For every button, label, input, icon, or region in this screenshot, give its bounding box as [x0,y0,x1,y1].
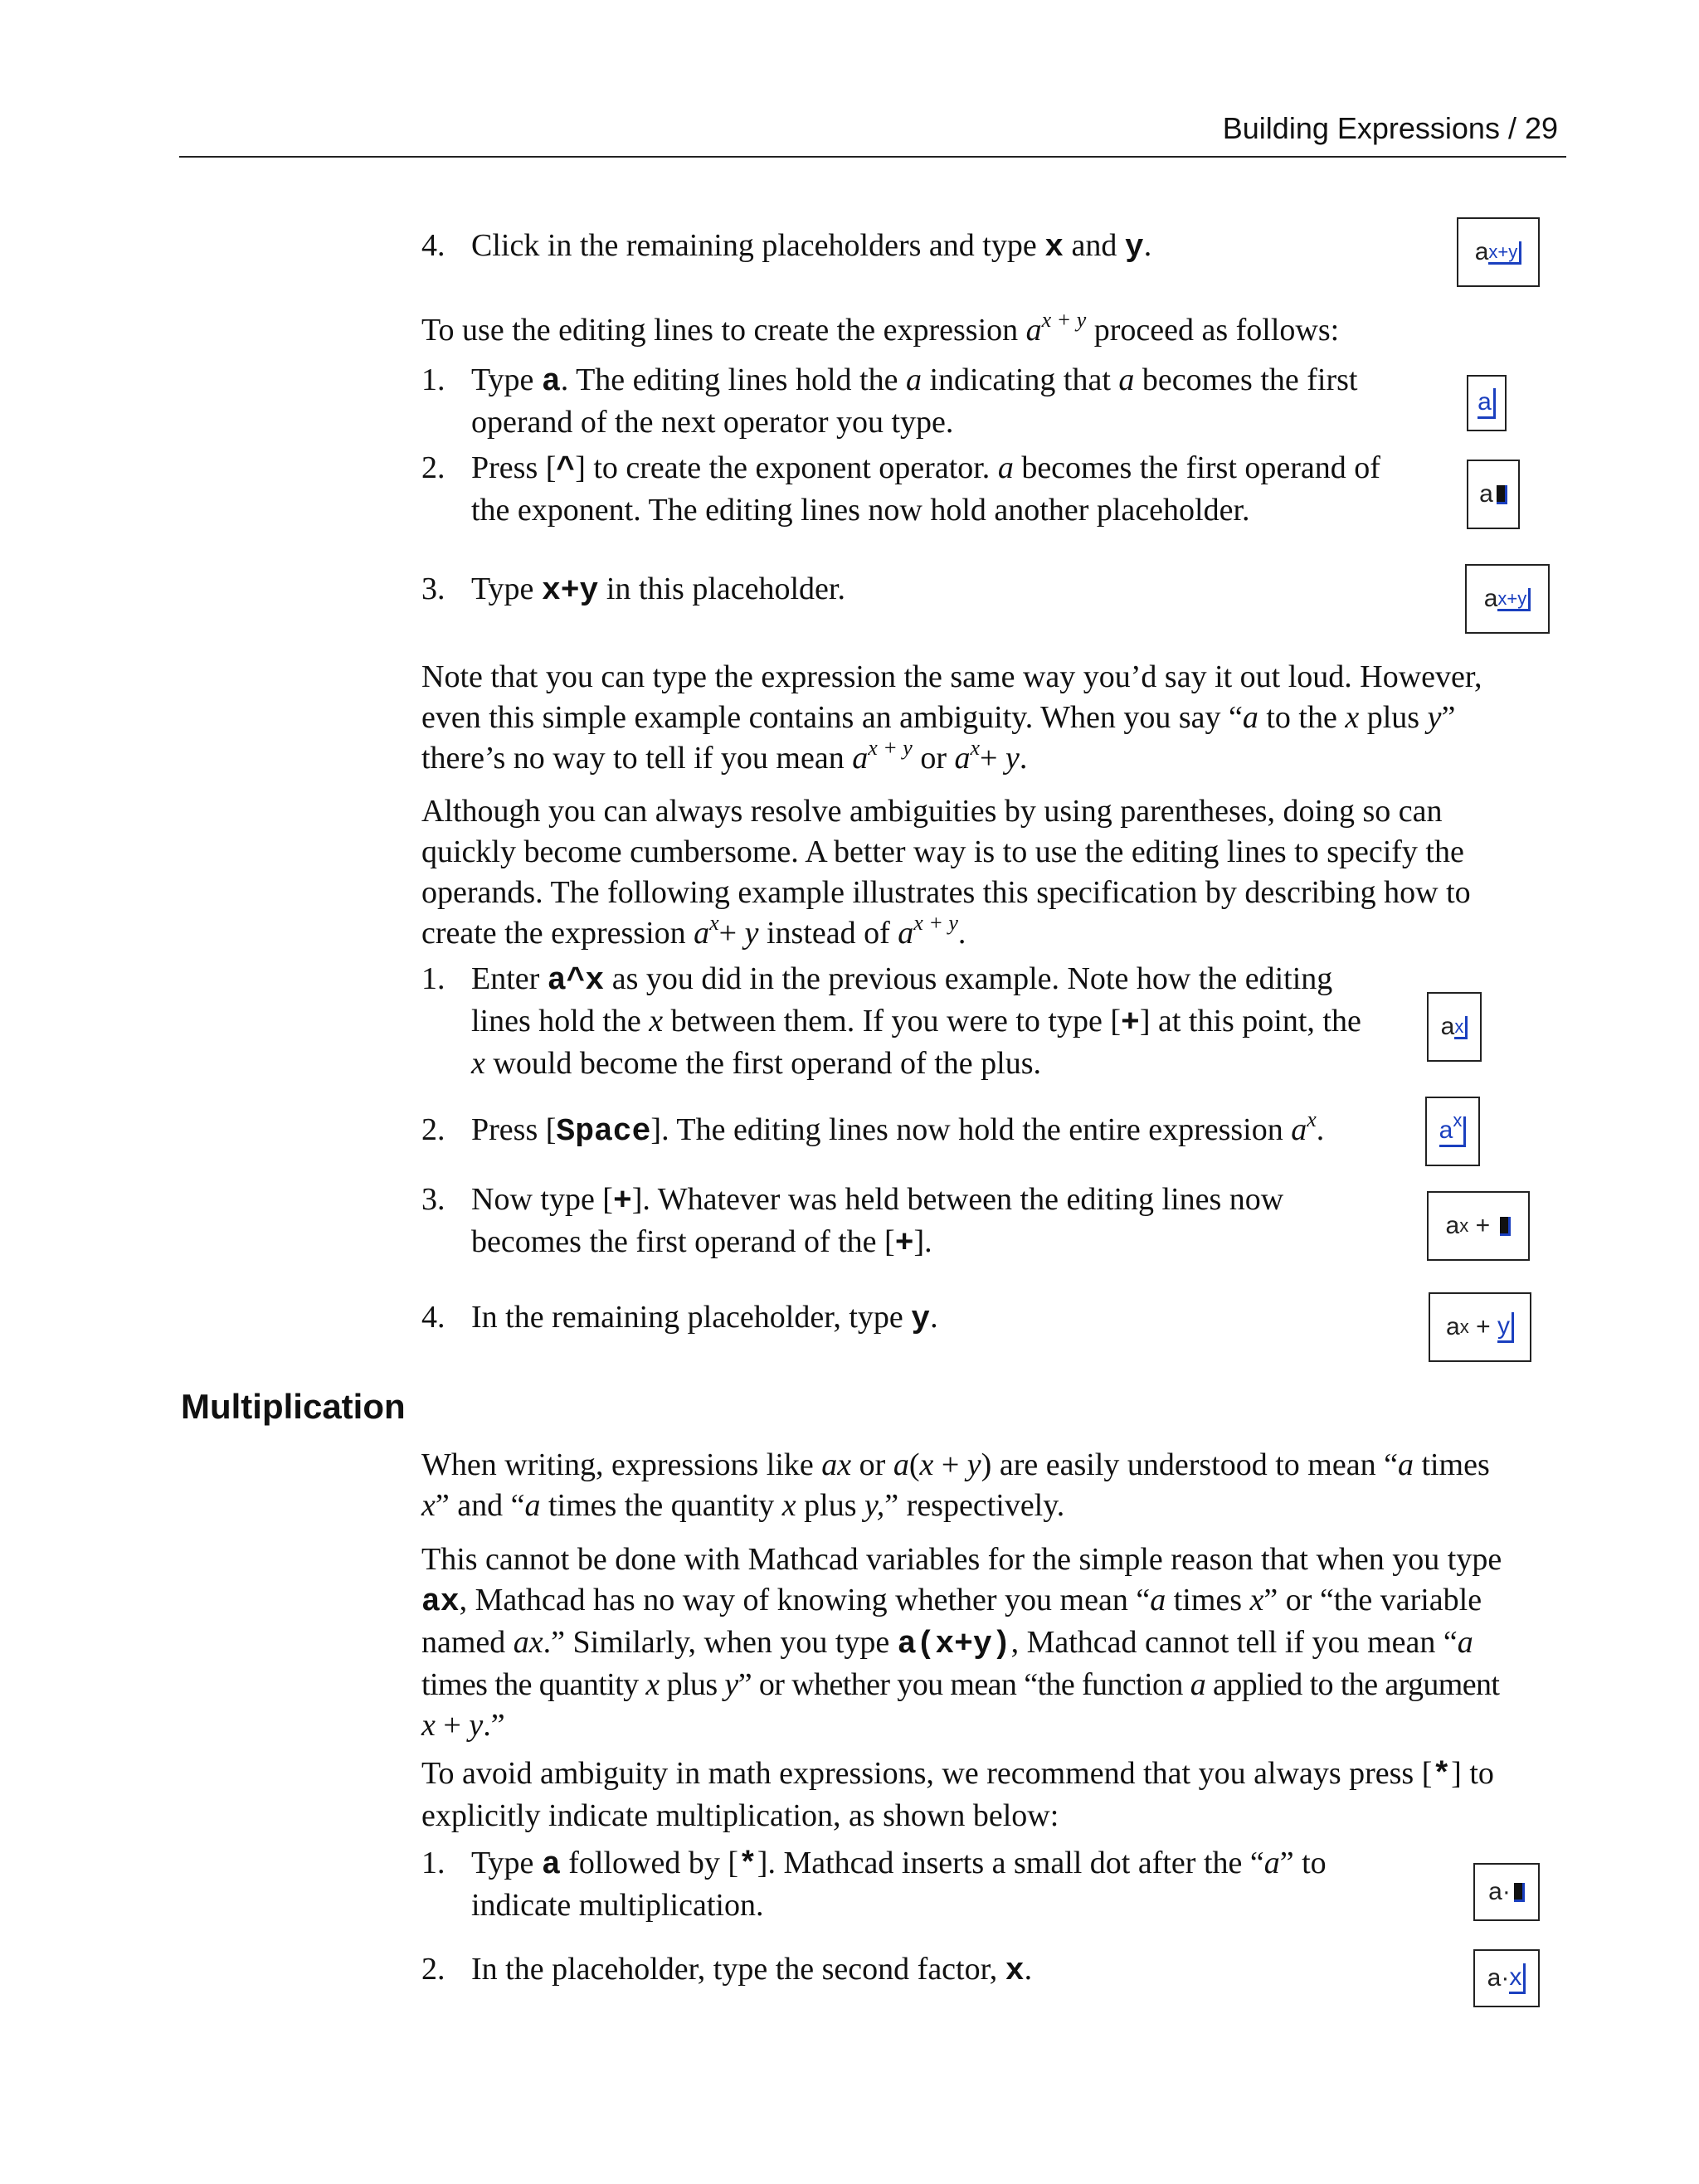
expression-thumbnail: a x+y [1457,217,1540,287]
section-heading: Multiplication [181,1387,406,1426]
expression-thumbnail: a x + [1427,1191,1530,1261]
expression-thumbnail: a x + y [1429,1292,1531,1362]
expression-thumbnail: a · x [1473,1949,1540,2007]
expression-thumbnail: a · [1473,1863,1540,1921]
paragraph: When writing, expressions like ax or a(x + y) are easily understood to mean “a times x” and “a times the quantity x plus y,” respectively. [421,1447,1490,1523]
paragraph: To avoid ambiguity in math expressions, we recommend that you always press [*] to explicitly indicate multiplication, as shown below: [421,1756,1494,1833]
paragraph: Although you can always resolve ambiguities by using parentheses, doing so can quickly become cumbersome. A better way is to use the editing lines to specify the operands. The following example illustrates this specification by describing how to create the expression $a^x+ y$ instead of $a^{x + y}$. [421,794,1471,951]
paragraph: Note that you can type the expression the same way you’d say it out loud. However, even this simple example contains an ambiguity. When you say “a to the x plus y” there’s no way to tell if you mean $a^{x + y}$ or $a^x+ y$. [421,659,1482,776]
running-head: Building Expressions / 29 [1222,111,1558,145]
expression-thumbnail: a [1467,375,1507,431]
placeholder-icon [1497,485,1507,504]
page-header [179,111,1566,158]
expression-thumbnail: $a^x$ [1425,1097,1480,1166]
placeholder-icon [1500,1217,1511,1236]
placeholder-icon [1514,1883,1525,1902]
expression-thumbnail: a x [1427,992,1482,1062]
paragraph: To use the editing lines to create the expression $a^{x + y}$ proceed as follows: [421,308,1340,348]
expression-thumbnail: a x+y [1465,564,1550,634]
expression-thumbnail: a [1467,460,1520,529]
paragraph: This cannot be done with Mathcad variables for the simple reason that when you type ax, Mathcad has no way of knowing whether you mean “a times x” or “the variable named ax.” Similarly, when you type a(x+y), Mathcad cannot tell if you mean “a times the quantity x plus y” or whether you mean “the function a applied to the argument x + y.” [421,1542,1502,1743]
